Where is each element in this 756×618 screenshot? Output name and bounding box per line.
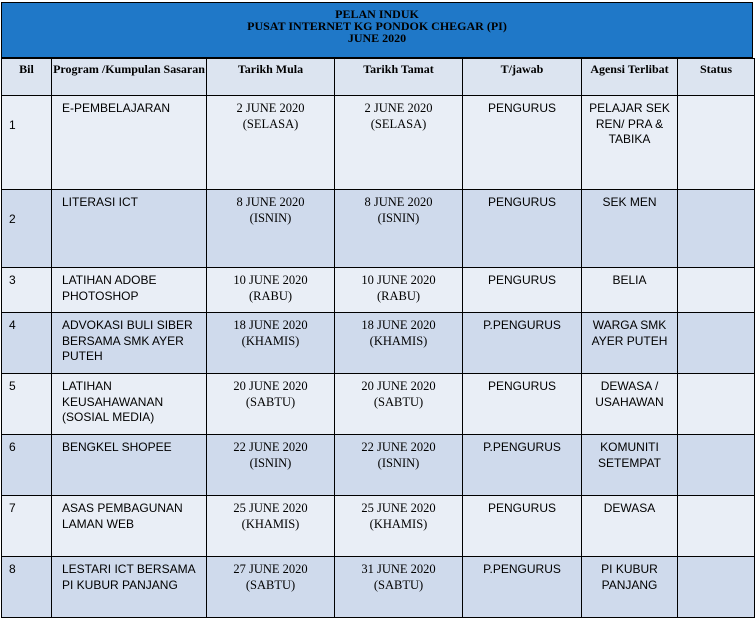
mula-day: (SELASA) [242, 116, 299, 131]
row-status [678, 496, 755, 557]
row-bil: 8 [2, 557, 52, 618]
mula-date: 10 JUNE 2020 [233, 273, 308, 287]
row-agensi: PELAJAR SEK REN/ PRA & TABIKA [582, 96, 678, 190]
column-header-bil: Bil [2, 59, 52, 96]
tamat-date: 25 JUNE 2020 [361, 501, 436, 515]
row-tjawab: P.PENGURUS [463, 435, 582, 496]
title-line-1: PELAN INDUK [335, 7, 419, 21]
row-agensi: KOMUNITI SETEMPAT [582, 435, 678, 496]
row-program: LATIHAN KEUSAHAWANAN (SOSIAL MEDIA) [52, 374, 207, 435]
tamat-date: 2 JUNE 2020 [364, 101, 433, 115]
column-header-program: Program /Kumpulan Sasaran [52, 59, 207, 96]
row-tarikh-mula [207, 190, 335, 268]
table-row [2, 268, 755, 313]
tamat-date: 8 JUNE 2020 [364, 195, 433, 209]
table-row [2, 374, 755, 435]
row-tarikh-tamat [335, 557, 463, 618]
row-tarikh-mula [207, 374, 335, 435]
column-header-tjawab: T/jawab [463, 59, 582, 96]
row-status [678, 557, 755, 618]
row-program: E-PEMBELAJARAN [52, 96, 207, 190]
row-tarikh-tamat [335, 435, 463, 496]
table-row [2, 435, 755, 496]
row-tarikh-tamat [335, 374, 463, 435]
row-tjawab: PENGURUS [463, 496, 582, 557]
row-tarikh-tamat [335, 268, 463, 313]
title-line-2: PUSAT INTERNET KG PONDOK CHEGAR (PI) [247, 19, 507, 33]
row-tjawab: PENGURUS [463, 374, 582, 435]
row-tjawab: PENGURUS [463, 268, 582, 313]
row-status [678, 374, 755, 435]
mula-date: 18 JUNE 2020 [233, 318, 308, 332]
tamat-date: 10 JUNE 2020 [361, 273, 436, 287]
row-tarikh-mula [207, 557, 335, 618]
row-bil: 2 [2, 190, 52, 268]
tamat-day: (RABU) [376, 288, 421, 303]
tamat-day: (KHAMIS) [369, 516, 428, 531]
table-row [2, 313, 755, 374]
row-tarikh-mula [207, 496, 335, 557]
row-bil: 7 [2, 496, 52, 557]
mula-day: (ISNIN) [249, 455, 292, 470]
row-tjawab: P.PENGURUS [463, 557, 582, 618]
row-agensi: PI KUBUR PANJANG [582, 557, 678, 618]
row-tarikh-mula [207, 96, 335, 190]
tamat-date: 18 JUNE 2020 [361, 318, 436, 332]
table-row [2, 96, 755, 190]
row-bil: 3 [2, 268, 52, 313]
row-status [678, 190, 755, 268]
row-bil: 1 [2, 96, 52, 190]
row-status [678, 435, 755, 496]
mula-date: 8 JUNE 2020 [236, 195, 305, 209]
row-status [678, 313, 755, 374]
row-agensi: DEWASA / USAHAWAN [582, 374, 678, 435]
column-header-tarikh-tamat: Tarikh Tamat [335, 59, 463, 96]
row-program: ASAS PEMBAGUNAN LAMAN WEB [52, 496, 207, 557]
row-program: BENGKEL SHOPEE [52, 435, 207, 496]
column-header-tarikh-mula: Tarikh Mula [207, 59, 335, 96]
tamat-day: (SABTU) [373, 577, 424, 592]
tamat-date: 20 JUNE 2020 [361, 379, 436, 393]
mula-day: (KHAMIS) [241, 516, 300, 531]
table-header-row [2, 59, 755, 96]
row-bil: 6 [2, 435, 52, 496]
row-agensi: SEK MEN [582, 190, 678, 268]
mula-date: 25 JUNE 2020 [233, 501, 308, 515]
mula-date: 2 JUNE 2020 [236, 101, 305, 115]
schedule-table [1, 58, 755, 618]
tamat-date: 22 JUNE 2020 [361, 440, 436, 454]
tamat-day: (SABTU) [373, 394, 424, 409]
row-tjawab: P.PENGURUS [463, 313, 582, 374]
tamat-day: (ISNIN) [377, 455, 420, 470]
row-tarikh-tamat [335, 96, 463, 190]
row-program: LESTARI ICT BERSAMA PI KUBUR PANJANG [52, 557, 207, 618]
mula-day: (ISNIN) [249, 210, 292, 225]
mula-day: (SABTU) [245, 394, 296, 409]
table-row [2, 190, 755, 268]
table-row [2, 496, 755, 557]
row-tarikh-tamat [335, 496, 463, 557]
row-tjawab: PENGURUS [463, 96, 582, 190]
row-status [678, 268, 755, 313]
row-agensi: DEWASA [582, 496, 678, 557]
row-status [678, 96, 755, 190]
row-program: LATIHAN ADOBE PHOTOSHOP [52, 268, 207, 313]
row-bil: 5 [2, 374, 52, 435]
table-row [2, 557, 755, 618]
row-tarikh-mula [207, 268, 335, 313]
title-banner [1, 2, 753, 58]
row-bil: 4 [2, 313, 52, 374]
mula-date: 27 JUNE 2020 [233, 562, 308, 576]
mula-day: (SABTU) [245, 577, 296, 592]
row-tarikh-tamat [335, 313, 463, 374]
tamat-day: (ISNIN) [377, 210, 420, 225]
tamat-date: 31 JUNE 2020 [361, 562, 436, 576]
row-program: ADVOKASI BULI SIBER BERSAMA SMK AYER PUTEH [52, 313, 207, 374]
mula-day: (KHAMIS) [241, 333, 300, 348]
title-line-3: JUNE 2020 [347, 31, 407, 45]
row-agensi: BELIA [582, 268, 678, 313]
row-tjawab: PENGURUS [463, 190, 582, 268]
row-agensi: WARGA SMK AYER PUTEH [582, 313, 678, 374]
mula-day: (RABU) [248, 288, 293, 303]
row-tarikh-mula [207, 435, 335, 496]
tamat-day: (SELASA) [370, 116, 427, 131]
row-tarikh-mula [207, 313, 335, 374]
row-program: LITERASI ICT [52, 190, 207, 268]
column-header-status: Status [678, 59, 755, 96]
tamat-day: (KHAMIS) [369, 333, 428, 348]
mula-date: 22 JUNE 2020 [233, 440, 308, 454]
row-tarikh-tamat [335, 190, 463, 268]
mula-date: 20 JUNE 2020 [233, 379, 308, 393]
column-header-agensi: Agensi Terlibat [582, 59, 678, 96]
